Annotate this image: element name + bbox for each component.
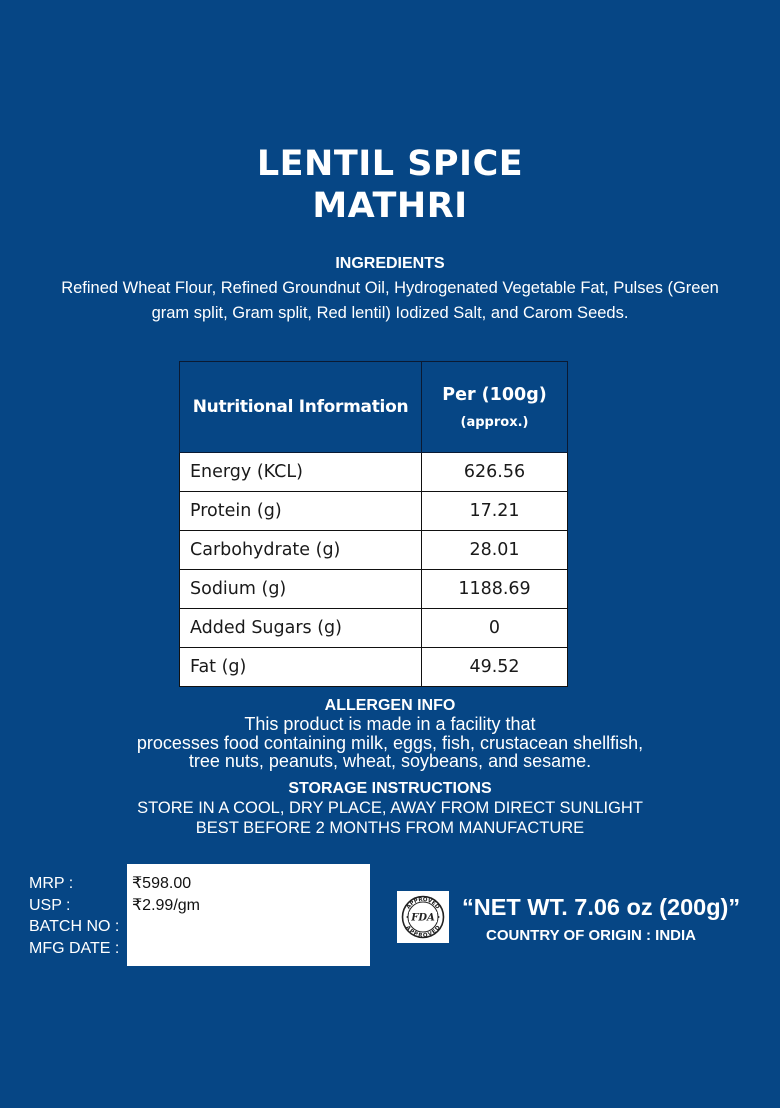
mrp-label: MRP : — [29, 875, 74, 892]
batch-no-label: BATCH NO : — [29, 918, 120, 935]
allergen-heading: ALLERGEN INFO — [324, 697, 456, 714]
per-100g-label: Per (100g) — [442, 384, 547, 405]
allergen-line-1: This product is made in a facility that — [244, 714, 536, 734]
table-row — [180, 609, 568, 648]
nutrient-value: 17.21 — [422, 492, 568, 531]
storage-section — [40, 779, 740, 838]
table-row — [180, 492, 568, 531]
table-row — [180, 531, 568, 570]
mfg-date-value — [132, 938, 370, 960]
approx-label: (approx.) — [460, 414, 529, 430]
fda-approved-badge — [397, 891, 449, 943]
svg-text:APPROVED: APPROVED — [405, 896, 441, 911]
nutrient-name: Carbohydrate (g) — [180, 531, 422, 570]
net-weight: “NET WT. 7.06 oz (200g)” — [462, 894, 741, 920]
nutrient-value: 28.01 — [422, 531, 568, 570]
nutrient-name: Sodium (g) — [180, 570, 422, 609]
nutrition-header-row — [180, 362, 568, 453]
nutrient-value: 1188.69 — [422, 570, 568, 609]
ingredients-section — [60, 254, 720, 326]
product-title-line1: LENTIL SPICE — [256, 144, 524, 184]
mfg-date-label: MFG DATE : — [29, 939, 120, 957]
allergen-line-2: processes food containing milk, eggs, fish, crustacean shellfish, — [136, 732, 644, 753]
storage-line-1: STORE IN A COOL, DRY PLACE, AWAY FROM DIRECT SUNLIGHT — [137, 799, 643, 817]
mrp-value: ₹598.00 — [132, 875, 192, 892]
storage-heading: STORAGE INSTRUCTIONS — [288, 780, 492, 797]
nutrient-name: Fat (g) — [180, 648, 422, 687]
country-of-origin: COUNTRY OF ORIGIN : INDIA — [486, 927, 696, 944]
table-row — [180, 648, 568, 687]
nutrient-name: Added Sugars (g) — [180, 609, 422, 648]
nutrition-table — [179, 361, 568, 687]
nutrition-header-name: Nutritional Information — [180, 362, 422, 453]
table-row — [180, 453, 568, 492]
storage-line-2: BEST BEFORE 2 MONTHS FROM MANUFACTURE — [195, 819, 585, 837]
nutrient-value: 626.56 — [422, 453, 568, 492]
ingredients-text: Refined Wheat Flour, Refined Groundnut Oil, Hydrogenated Vegetable Fat, Pulses (Green gram split, Gram split, Red lentil) Iodized Salt, and Carom Seeds. — [61, 279, 719, 322]
ingredients-heading: INGREDIENTS — [335, 255, 445, 272]
usp-value: ₹2.99/gm — [132, 896, 200, 914]
svg-text:APPROVED: APPROVED — [404, 924, 442, 939]
nutrient-name: Protein (g) — [180, 492, 422, 531]
fda-approved-icon — [401, 895, 445, 939]
batch-no-value — [132, 916, 370, 938]
svg-text:FDA: FDA — [411, 912, 435, 924]
price-box — [127, 864, 370, 966]
nutrient-value: 49.52 — [422, 648, 568, 687]
usp-label: USP : — [29, 896, 71, 914]
table-row — [180, 570, 568, 609]
allergen-section — [40, 697, 740, 771]
nutrient-value: 0 — [422, 609, 568, 648]
product-title-line2: MATHRI — [312, 186, 468, 226]
nutrition-header-value — [422, 362, 568, 453]
product-title — [0, 143, 780, 227]
allergen-line-3: tree nuts, peanuts, wheat, soybeans, and sesame. — [188, 751, 592, 771]
nutrient-name: Energy (KCL) — [180, 453, 422, 492]
price-labels — [29, 873, 119, 959]
